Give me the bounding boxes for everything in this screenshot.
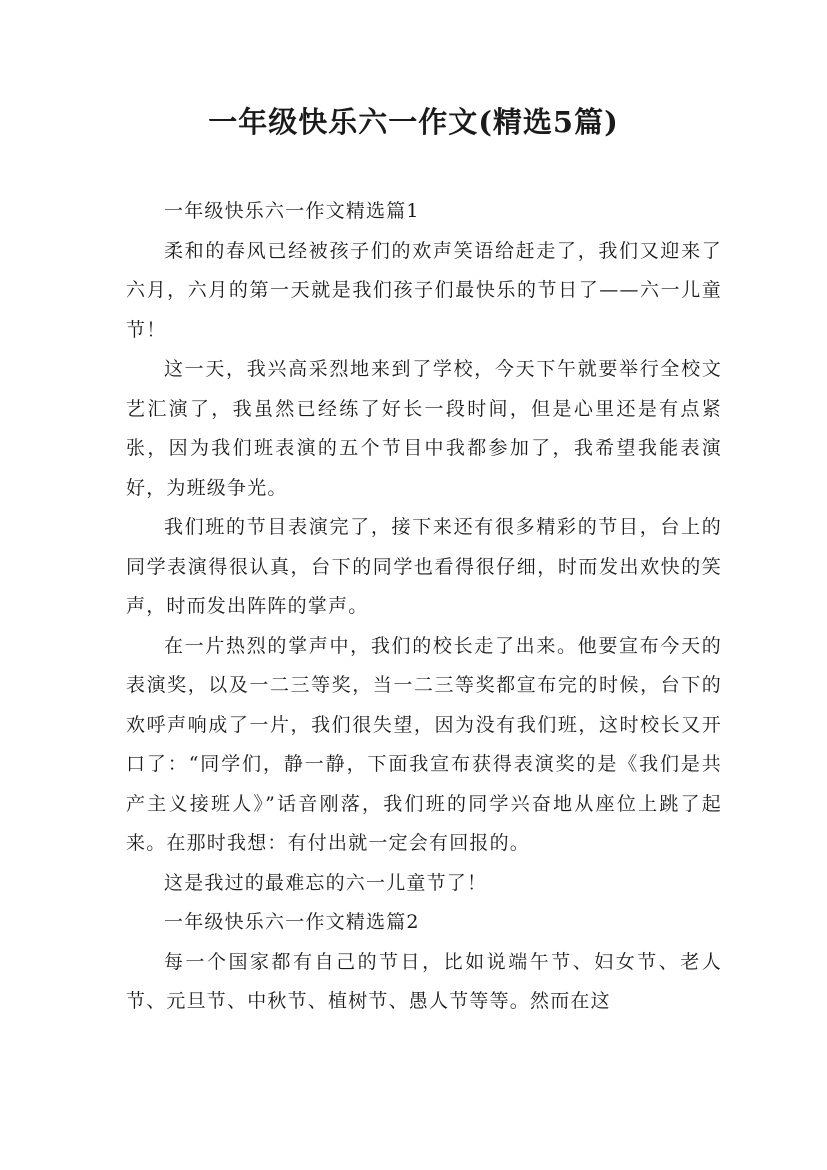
section-heading-2: 一年级快乐六一作文精选篇2 bbox=[164, 911, 420, 933]
document-body bbox=[126, 192, 722, 1022]
document-title: 一年级快乐六一作文(精选5篇) bbox=[208, 105, 619, 139]
paragraph: 这是我过的最难忘的六一儿童节了！ bbox=[164, 871, 488, 894]
paragraph: 在一片热烈的掌声中，我们的校长走了出来。他要宣布今天的表演奖，以及一二三等奖，当一二三等奖都宣布完的时候，台下的欢呼声响成了一片，我们很失望，因为没有我们班，这时校长又开口了：“同学们，静一静，下面我宣布获得表演奖的是《我们是共产主义接班人》”话音刚落，我们班的同学兴奋地从座位上跳了起来。在那时我想：有付出就一定会有回报的。 bbox=[126, 634, 722, 854]
paragraph: 柔和的春风已经被孩子们的欢声笑语给赶走了，我们又迎来了六月，六月的第一天就是我们孩子们最快乐的节日了——六一儿童节！ bbox=[126, 239, 722, 341]
paragraph: 这一天，我兴高采烈地来到了学校，今天下午就要举行全校文艺汇演了，我虽然已经练了好长一段时间，但是心里还是有点紧张，因为我们班表演的五个节目中我都参加了，我希望我能表演好，为班级争光。 bbox=[126, 358, 722, 499]
paragraph: 每一个国家都有自己的节日，比如说端午节、妇女节、老人节、元旦节、中秋节、植树节、愚人节等等。然而在这 bbox=[126, 950, 722, 1012]
paragraph: 我们班的节目表演完了，接下来还有很多精彩的节目，台上的同学表演得很认真，台下的同学也看得很仔细，时而发出欢快的笑声，时而发出阵阵的掌声。 bbox=[126, 516, 722, 617]
section-heading-1: 一年级快乐六一作文精选篇1 bbox=[164, 200, 420, 222]
